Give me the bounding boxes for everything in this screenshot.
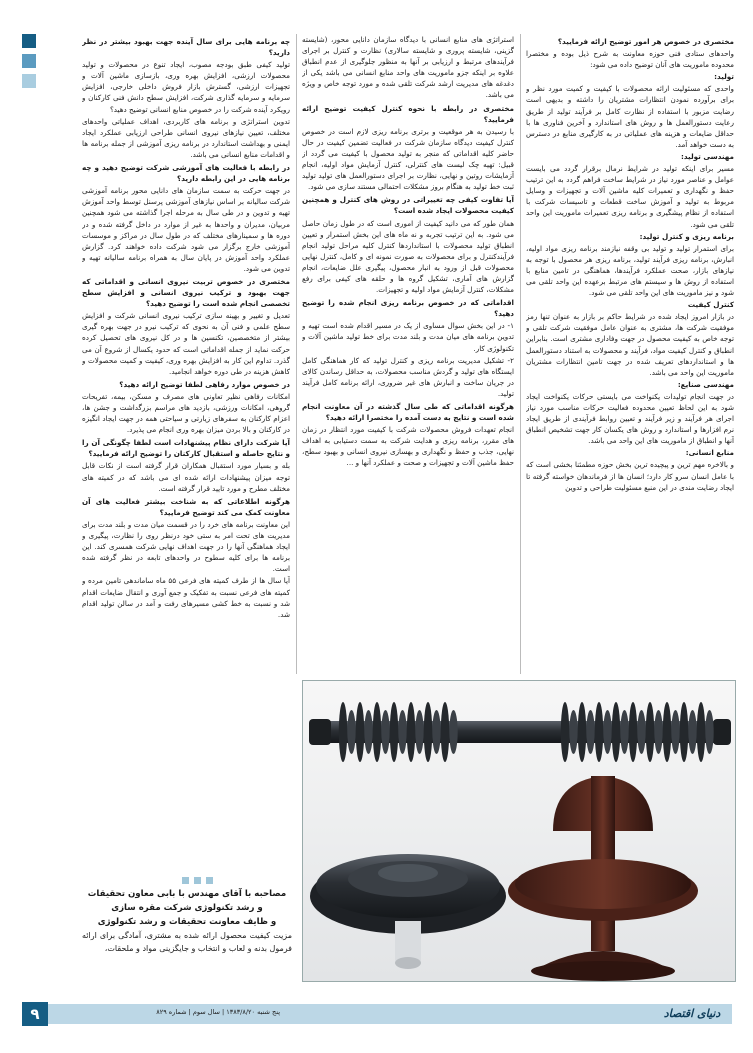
rod-insulator-shed (637, 710, 645, 754)
paragraph: ۱- در این بخش سوال مساوی از یک در مسیر اقدام شده است تهیه و تدوین برنامه های میان مدت و بلند مدت برای خط تولید ماشین آلات و تکنولوژی کار. (302, 321, 514, 353)
rod-insulator-shed (356, 702, 364, 762)
section-subheading: تولید: (714, 72, 734, 82)
paragraph: در بازار امروز ایجاد شده در شرایط حاکم بر بازار به عنوان تنها رمز موفقیت شرکت ها، مشتری به عنوان عامل موفقیت شرکت تلقی و توجه خاص به کیفیت محصول در جهت وفاداری مشتری است. بنابراین انطباق و کنترل کیفیت مواد، فرآیند و محصولات به استناد دستورالعمل ها و استانداردهای تعریف شده در جهت تامین انتظارات مشتریان ماموریت این واحد می باشد. (526, 312, 734, 377)
paragraph: و بالاخره مهم ترین و پیچیده ترین بخش حوزه مطمئنا بخشی است که با عامل انسان سرو کار دارد؛ انسان ها از فرماندهان خواسته گرفته تا ایجاد رضایت مندی در این منبع مسئولیت طراحی و تدوین (526, 460, 734, 492)
rod-insulator-shed (603, 710, 611, 754)
paragraph: با رسیدن به هر موقعیت و برتری برنامه ریزی لازم است در خصوص کنترل کیفیت دیدگاه سازمان شرکت در فعالیت تضمین کیفیت در حال حاضر کلیه اقداماتی که منجر به تولید محصول با کیفیت می گردد از قبیل: تهیه چک لیست های کنترلی، کنترل آزمایش مواد اولیه، انجام آزمایشات روتین و نهایی، نظارت بر اجرای دستورالعمل های تولید تولید ثبت خط تولید به هنگام بروز مشکلات احتمالی مستند سازی می شود. (302, 126, 514, 192)
question-heading: در خصوص موارد رفاهی لطفا توضیح ارائه دهید؟ (119, 379, 290, 389)
question-heading: مختصری در رابطه با نحوه کنترل کیفیت توضیح ارائه فرمایید؟ (302, 103, 514, 124)
paragraph: همان طور که می دانید کیفیت از اموری است که در طول زمان حاصل می شود. به این ترتیب تجربه و نه ماه های این بخش استمرار و تعیین انطباق تولید محصولات با استانداردها کنترل کلیه مراحل تولید انجام فرآیندکنترل و برای محصولات به صورت نمونه ای و کامل، کنترل نهایی محصولات قبل از ورود به انبار محصول، پیگیری علل ضایعات، انجام گزارش های آماری، تشکیل گروه ها و حلقه های کیفی برای رفع مشکلات، کنترل آزمایش مواد اولیه و تجهیزات. (302, 218, 514, 295)
insulator-illustration (303, 681, 735, 981)
rod-insulator-shed (688, 710, 696, 754)
rod-insulator-shed (654, 710, 662, 754)
rod-insulator-shed (569, 710, 577, 754)
question-heading: اقداماتی که در خصوص برنامه ریزی انجام شده را توضیح دهید؟ (302, 298, 514, 319)
rod-insulator-shed (381, 710, 389, 754)
accent-square-3 (22, 74, 36, 88)
rod-insulator-shed (449, 710, 457, 754)
paragraph: آیا سال ها از طرف کمیته های فرعی ۵۵ ماه ساماندهی تامین مرده و کمیته های فرعی نسبت به تفکیک و جمع آوری و انتقال ضایعات اقدام شد و نسبت به خط کشی مسیرهای رفت و آمد در سالن تولید اقدام شد. (82, 576, 290, 619)
interview-section (82, 887, 292, 955)
question-heading: هرگونه اطلاعاتی که به شناخت بیشتر فعالیت های آن معاونت کمک می کند توضیح فرمایید؟ (82, 496, 290, 517)
interview-body: مزیت کیفیت محصول ارائه شده به مشتری، آمادگی برای ارائه فرمول بدنه و لعاب و انتخاب و جایگزینی مواد و ملحقات، (82, 931, 292, 953)
insulator-photo (302, 680, 736, 982)
rod-insulator-shed (663, 702, 671, 762)
rod-insulator-shed (373, 702, 381, 762)
question-heading: مختصری در خصوص تربیت نیروی انسانی و اقداماتی که جهت بهبود و ترکیب نیروی انسانی و افزایش سطح تخصصی انجام شده است را توضیح دهید؟ (82, 276, 290, 309)
rod-insulator-shed (578, 702, 586, 762)
accent-square-2 (22, 54, 36, 68)
section-subheading: برنامه ریزی و کنترل تولید: (639, 231, 734, 241)
publication-logo: دنیای اقتصاد (663, 1007, 721, 1020)
section-dots (182, 877, 213, 884)
rod-insulator-shed (441, 702, 449, 762)
rod-insulator-shed (424, 702, 432, 762)
rod-insulator-shed (595, 702, 603, 762)
rod-insulator-end-cap-right (713, 719, 731, 745)
page-number: ۹ (22, 1002, 48, 1026)
question-heading: هرگونه اقداماتی که طی سال گذشته در آن معاونت انجام شده است و نتایج به دست آمده را مختصرا ارائه دهید؟ (302, 402, 514, 423)
rod-insulator-shed (586, 710, 594, 754)
rod-insulator-shed (705, 710, 713, 754)
rod-insulator-shed (629, 702, 637, 762)
rod-insulator-shed (398, 710, 406, 754)
issue-info: پنج شنبه ۱۳۸۳/۸/۲۰ | سال سوم | شماره ۸۲۹ (156, 1008, 280, 1016)
article-column-right (526, 34, 734, 674)
interview-title-1: مصاحبه با آقای مهندس با بابی معاون تحقیقات (87, 889, 287, 899)
question-heading: آیا شرکت دارای نظام پیشنهادات است لطفا چگونگی آن را و نتایج حاصله و استقبال کارکنان را توضیح ارائه فرمایید؟ (82, 438, 290, 459)
section-subheading: کنترل کیفیت (687, 300, 734, 310)
paragraph: تولید کیفی طبق بودجه مصوب، ایجاد تنوع در محصولات و تولید محصولات ارزشی، افزایش بهره وری، بازسازی ماشین آلات و تجهیزات ارزشی، گسترش بازار فروش داخلی خارجی، افزایش سرمایه و سرمایه گذاری شرکت، افزایش سطح دانش فنی کارکنان و رویکرد آینده شرکت را در خصوص منابع انسانی توضیح دهید؟ (82, 60, 290, 114)
question-heading: در رابطه با فعالیت های آموزشی شرکت توضیح دهید و چه برنامه هایی در این رابطه دارید؟ (82, 163, 290, 184)
rod-insulator-shed (697, 702, 705, 762)
paragraph: بله و بسیار مورد استقبال همکاران قرار گرفته است از نکات قابل توجه میزان پیشنهادات ارائه شده ای می باشد که در کمیته های مختلف مطرح و مورد تایید قرار گرفته است. (82, 461, 290, 493)
article-column-middle (302, 34, 514, 674)
section-subheading: مهندسی تولید: (681, 151, 734, 161)
rod-insulator-shed (390, 702, 398, 762)
article-column-left (82, 34, 290, 868)
rod-insulator-shed (415, 710, 423, 754)
rod-insulator-shed (620, 710, 628, 754)
paragraph: مسیر برای اینکه تولید در شرایط نرمال برقرار گردد می بایست عوامل و عناصر مورد نیاز در شرایط ساخت فراهم گردد به این ترتیب حفظ و نگهداری و تعمیرات کلیه ماشین آلات و تجهیزات و وسایل مربوط به تولید و آموزش ساخت قطعات و تاسیسات شرکت با استفاده از نظام پیشگیری و برنامه ریزی تعمیرات ماموریت این واحد تلقی می شود. (526, 164, 734, 229)
paragraph: تدوین استراتژی و برنامه های کاربردی، اهداف عملیاتی واحدهای مختلف، تعیین نیازهای نیروی انسانی طراحی ارزیابی عملکرد ایجاد ایمنی و بهداشت استاندارد در برنامه ریزی آموزشی از جمله برنامه ها و اقدامات منابع انسانی می باشد. (82, 116, 290, 159)
question-heading: آیا تفاوت کیفی چه تغییراتی در روش های کنترل و همچنین کیفیت محصولات ایجاد شده است؟ (302, 195, 514, 216)
paragraph: برای استمرار تولید و تولید بی وقفه نیازمند برنامه ریزی مواد اولیه، انبارش، برنامه ریزی فرآیند تولید، برنامه ریزی هر محصول با توجه به نیازهای بازار، صحت عملکرد فرآیندها، هماهنگی در تامین منابع با استفاده از روش ها و سیستم های مرتبط برعهده این واحد تلقی می شود و نیز ماموریت های این واحد تلقی می شود. (526, 243, 734, 298)
paragraph: ۲- تشکیل مدیریت برنامه ریزی و کنترل تولید که کار هماهنگی کامل ایستگاه های تولید و گردش مناسب محصولات، به حداقل رساندن کالای در جریان ساخت و انبارش های غیر ضروری، ارائه برنامه کامل فرآیند تولید. (302, 355, 514, 398)
paragraph: انجام تعهدات فروش محصولات شرکت با کیفیت مورد انتظار در زمان های مقرر، برنامه ریزی و هدایت شرکت به سمت دستیابی به اهداف نهایی، جذب و حفظ و نگهداری و بهسازی نیروی انسانی و بهبود سطح، حفظ ماشین آلات و تجهیزات و صحت و عملکرد آنها و ... (302, 425, 514, 468)
question-heading: چه برنامه هایی برای سال آینده جهت بهبود بیشتر در نظر دارید؟ (82, 37, 290, 58)
section-subheading: منابع انسانی: (685, 448, 734, 458)
interview-title-2: و رشد تکنولوژی شرکت مقره سازی (111, 903, 263, 913)
paragraph: واحدی که مسئولیت ارائه محصولات با کیفیت و کمیت مورد نظر و برای برآورده نمودن انتظارات مشتریان را داشته و بدیهی است رضایت مزبور با استفاده از نظارت کامل بر فرآیند تولید از طریق رعایت دستورالعمل ها و روش های استاندارد و آخرین فناوری ها با حداقل ضایعات و هزینه های عملیاتی در به کارگیری منابع در دسترس به دست خواهد آمد. (526, 84, 734, 149)
paragraph: استراتژی های منابع انسانی با دیدگاه سازمان دانایی محور، (شایسته گزینی، شایسته پروری و شایسته سالاری) نظارت و کنترل بر اجرای فرآیندهای مرتبط و ارزیابی بر آنها به منظور جلوگیری از عدم انطباق علاوه بر اینکه جزو ماموریت های واحد منابع انسانی می باشد یکی از دغدغه های مدیریت ارشد شرکت تلقی شده و مورد توجه خاص و ویژه می باشد. (302, 35, 514, 100)
rod-insulator-shed (432, 710, 440, 754)
rod-insulator-shed (364, 710, 372, 754)
paragraph: در جهت حرکت به سمت سازمان های دانایی محور برنامه آموزشی شرکت سالیانه بر اساس نیازهای آموزشی پرسنل توسط واحد آموزش تهیه و تدوین و در طی سال به مرحله اجرا گذاشته می شود همچنین مربیان، مدیران و واحدها به غیر از موارد در داخل گرفته شده و در دوره ها و سمینارهای مختلف که در طول سال در مراکز و موسسات آموزشی خارج برگزار می شود شرکت داده خواهند کرد. گزارش عملکرد واحد آموزش در پایان سال به همراه برنامه سالیانه تهیه و تدوین می شود. (82, 186, 290, 273)
paragraph: در جهت انجام تولیدات یکنواخت می بایستی حرکات یکنواخت ایجاد شود به این لحاظ تعیین محدوده فعالیت حرکات مناسب مورد نیاز اجرای هر فرآیند و زیر فرآیند و تعیین روابط فرآیندی از طریق ایجاد نرم افزارها و استاندارد و روش های یکسان کار جهت تشخیص انطباق آنها و انطباق از ماموریت های این واحد می باشد. (526, 391, 734, 446)
paragraph: تعدیل و تغییر و بهینه سازی ترکیب نیروی انسانی شرکت و افزایش سطح علمی و فنی آن به نحوی که ترکیب نیرو در جهت بهره گیری بیشتر از متخصصین، تکنسین ها و در کل نیروی های تحصیل کرده حرکت نماید از جمله اقداماتی است که حدود یکسال از شروع آن می گذرد. تداوم این کار به افزایش بهره وری، کیفیت و کمیت محصولات و کاهش هزینه در طی دوره خواهد انجامید. (82, 311, 290, 376)
rod-insulator-shed (347, 710, 355, 754)
paragraph: این معاونت برنامه های خرد را در قسمت میان مدت و بلند مدت برای مدیریت های تحت امر به ستی خود درنظر روی را نظارت، پیگیری و ایجاد هماهنگی آنها را در جهت اهداف نهایی شرکت همسری کند. این برنامه ها برای کلیه سطوح در واحدهای تابعه در نظر گرفته شده است. (82, 519, 290, 574)
paragraph: امکانات رفاهی نظیر تعاونی های مصرف و مسکن، بیمه، تفریحات گروهی، امکانات ورزشی، بازدید های مراسم بزرگداشت و جشن ها، اعزام کارکنان به سفرهای زیارتی و سیاحتی همه در جهت ایجاد انگیزه در کارکنان و بالا بردن میزان بهره وری انجام می پذیرد. (82, 391, 290, 435)
column-divider-2 (520, 34, 521, 674)
interview-title-3: و ظایف معاونت تحقیقات و رشد تکنولوژی (97, 917, 277, 927)
rod-insulator-end-cap-left (309, 719, 331, 745)
rod-insulator-shed (561, 702, 569, 762)
section-subheading: مهندسی صنایع: (677, 379, 734, 389)
question-heading: مختصری در خصوص هر امور توضیح ارائه فرمایید؟ (557, 37, 734, 46)
rod-insulator-shed (612, 702, 620, 762)
rod-insulator-shed (407, 702, 415, 762)
paragraph: واحدهای ستادی فنی حوزه معاونت به شرح ذیل بوده و مختصرا محدوده ماموریت های آنان توضیح داده می شود: (526, 49, 734, 70)
rod-insulator-shed (671, 710, 679, 754)
rod-insulator-shed (680, 702, 688, 762)
rod-insulator-shed (646, 702, 654, 762)
rod-insulator-shed (339, 702, 347, 762)
accent-square-1 (22, 34, 36, 48)
column-divider-1 (296, 34, 297, 674)
